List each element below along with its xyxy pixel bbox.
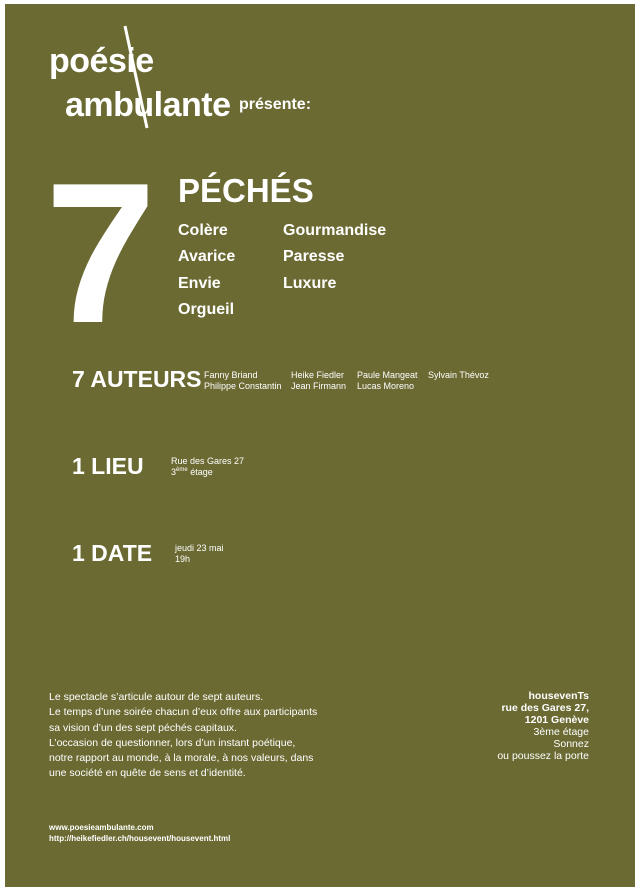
lieu-floor-num: 3	[171, 467, 177, 478]
author-name: Heike Fiedler	[291, 370, 345, 380]
description-text	[49, 690, 317, 782]
author-name: Jean Firmann	[291, 381, 347, 391]
venue-name: housevenTs	[528, 690, 589, 702]
venue-floor: 3ème étage	[533, 726, 589, 738]
description-line: Le temps d’une soirée chacun d’eux offre aux participants	[49, 706, 318, 719]
sin-paresse: Paresse	[283, 248, 345, 265]
sin-luxure: Luxure	[283, 275, 337, 292]
lieu-floor-word: étage	[190, 467, 213, 478]
venue-city: 1201 Genève	[524, 714, 589, 726]
website-link[interactable]: www.poesieambulante.com	[49, 823, 154, 832]
author-name: Lucas Moreno	[357, 381, 415, 391]
lieu-street: Rue des Gares 27	[171, 456, 245, 466]
author-name: Fanny Briand	[204, 370, 258, 380]
links	[49, 822, 230, 844]
sin-avarice: Avarice	[178, 248, 236, 265]
date-time: 19h	[175, 554, 191, 565]
housevent-link[interactable]: http://heikefiedler.ch/housevent/housevent.html	[49, 834, 231, 843]
lieu-floor-sup: ème	[176, 467, 188, 474]
logo-slash-mark	[117, 24, 157, 130]
description-line: notre rapport au monde, à la morale, à nos valeurs, dans	[49, 752, 314, 765]
description-line: L’occasion de questionner, lors d’un instant poétique,	[49, 736, 296, 749]
lieu-address	[171, 456, 244, 479]
sin-orgueil: Orgueil	[178, 301, 235, 318]
peches-title: PÉCHÉS	[178, 172, 314, 209]
description-line: Le spectacle s’articule autour de sept auteurs.	[49, 691, 264, 703]
lieu-floor	[171, 467, 244, 478]
venue-address: rue des Gares 27,	[501, 702, 589, 714]
date-details	[175, 543, 224, 566]
poster	[5, 4, 635, 887]
venue-info	[497, 690, 589, 762]
auteurs-label: 7 AUTEURS	[72, 366, 202, 392]
author-name: Paule Mangeat	[357, 370, 418, 380]
description-line: une société en quête de sens et d’identité.	[49, 767, 246, 780]
venue-instruction: Sonnez	[553, 738, 589, 750]
lieu-label: 1 LIEU	[72, 453, 144, 479]
logo-text-line1: poésie	[49, 42, 154, 80]
sin-envie: Envie	[178, 275, 221, 292]
date-day: jeudi 23 mai	[175, 543, 224, 553]
sin-colere: Colère	[178, 222, 228, 239]
date-label: 1 DATE	[72, 540, 153, 566]
presente-text: présente:	[239, 96, 312, 113]
description-line: sa vision d’un des sept péchés capitaux.	[49, 721, 237, 734]
venue-instruction: ou poussez la porte	[497, 750, 589, 762]
big-number-seven: 7	[45, 142, 149, 365]
author-name: Philippe Constantin	[204, 381, 282, 391]
author-name: Sylvain Thévoz	[428, 370, 489, 380]
sin-gourmandise: Gourmandise	[283, 222, 387, 239]
logo-text-line2: ambulante	[65, 86, 231, 124]
